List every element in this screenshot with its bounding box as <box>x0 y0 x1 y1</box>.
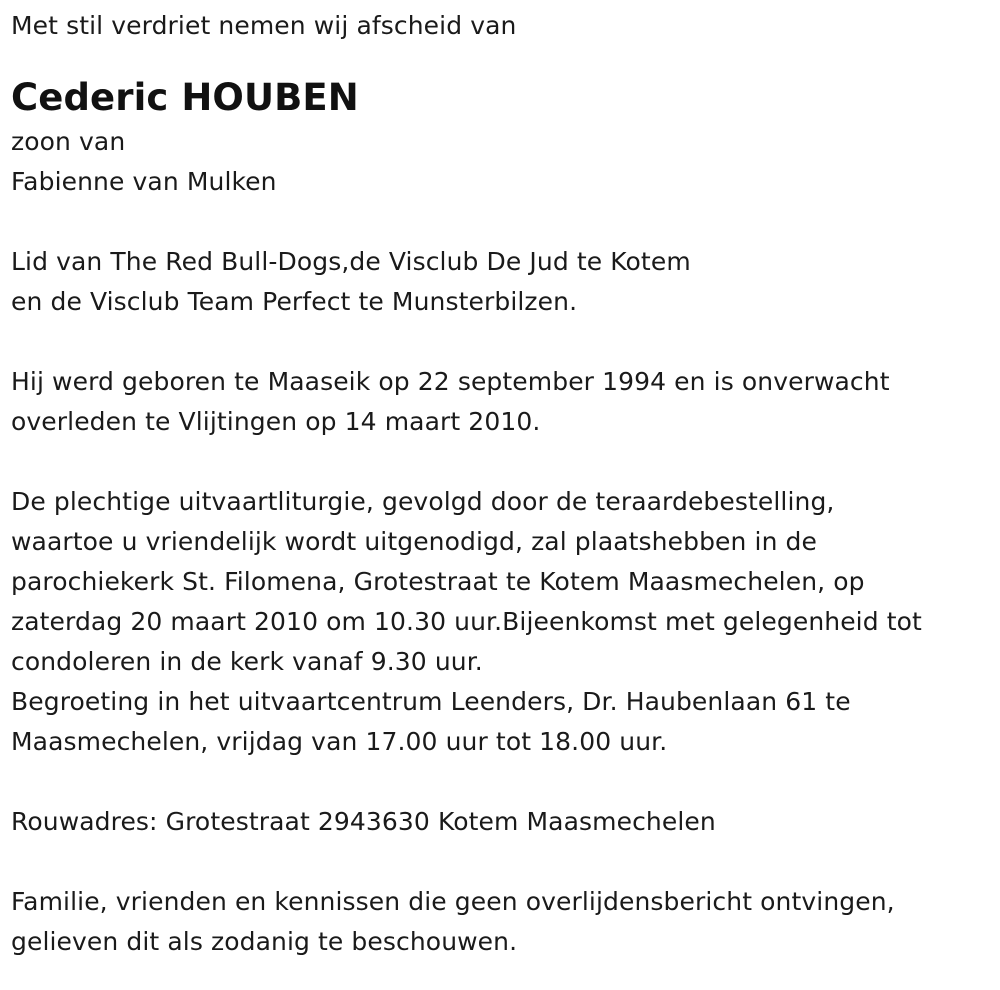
intro-text: Met stil verdriet nemen wij afscheid van <box>11 11 517 40</box>
paragraph-line: Familie, vrienden en kennissen die geen overlijdensbericht ontvingen, <box>11 887 895 916</box>
deceased-name: Cederic HOUBEN <box>11 76 359 119</box>
obituary-notice <box>11 6 991 962</box>
paragraph-line: waartoe u vriendelijk wordt uitgenodigd, zal plaatshebben in de <box>11 527 818 556</box>
paragraph-line: Begroeting in het uitvaartcentrum Leenders, Dr. Haubenlaan 61 te <box>11 687 851 716</box>
paragraph-line: zaterdag 20 maart 2010 om 10.30 uur.Bijeenkomst met gelegenheid tot <box>11 607 922 636</box>
closing-paragraph <box>11 882 991 962</box>
paragraph-line: condoleren in de kerk vanaf 9.30 uur. <box>11 647 483 676</box>
relation-label: zoon van <box>11 127 126 156</box>
spacer <box>11 202 991 242</box>
paragraph-line: Lid van The Red Bull-Dogs,de Visclub De Jud te Kotem <box>11 247 691 276</box>
ceremony-paragraph <box>11 482 991 762</box>
mourning-address: Rouwadres: Grotestraat 2943630 Kotem Maasmechelen <box>11 807 716 836</box>
membership-paragraph <box>11 242 991 322</box>
paragraph-line: Maasmechelen, vrijdag van 17.00 uur tot 18.00 uur. <box>11 727 668 756</box>
paragraph-line: gelieven dit als zodanig te beschouwen. <box>11 927 518 956</box>
paragraph-line: overleden te Vlijtingen op 14 maart 2010. <box>11 407 541 436</box>
spacer <box>11 842 991 882</box>
paragraph-line: parochiekerk St. Filomena, Grotestraat te Kotem Maasmechelen, op <box>11 567 865 596</box>
birth-death-paragraph <box>11 362 991 442</box>
paragraph-line: Hij werd geboren te Maaseik op 22 september 1994 en is onverwacht <box>11 367 890 396</box>
parent-name: Fabienne van Mulken <box>11 167 277 196</box>
spacer <box>11 762 991 802</box>
spacer <box>11 442 991 482</box>
spacer <box>11 322 991 362</box>
paragraph-line: en de Visclub Team Perfect te Munsterbilzen. <box>11 287 578 316</box>
paragraph-line: De plechtige uitvaartliturgie, gevolgd door de teraardebestelling, <box>11 487 835 516</box>
